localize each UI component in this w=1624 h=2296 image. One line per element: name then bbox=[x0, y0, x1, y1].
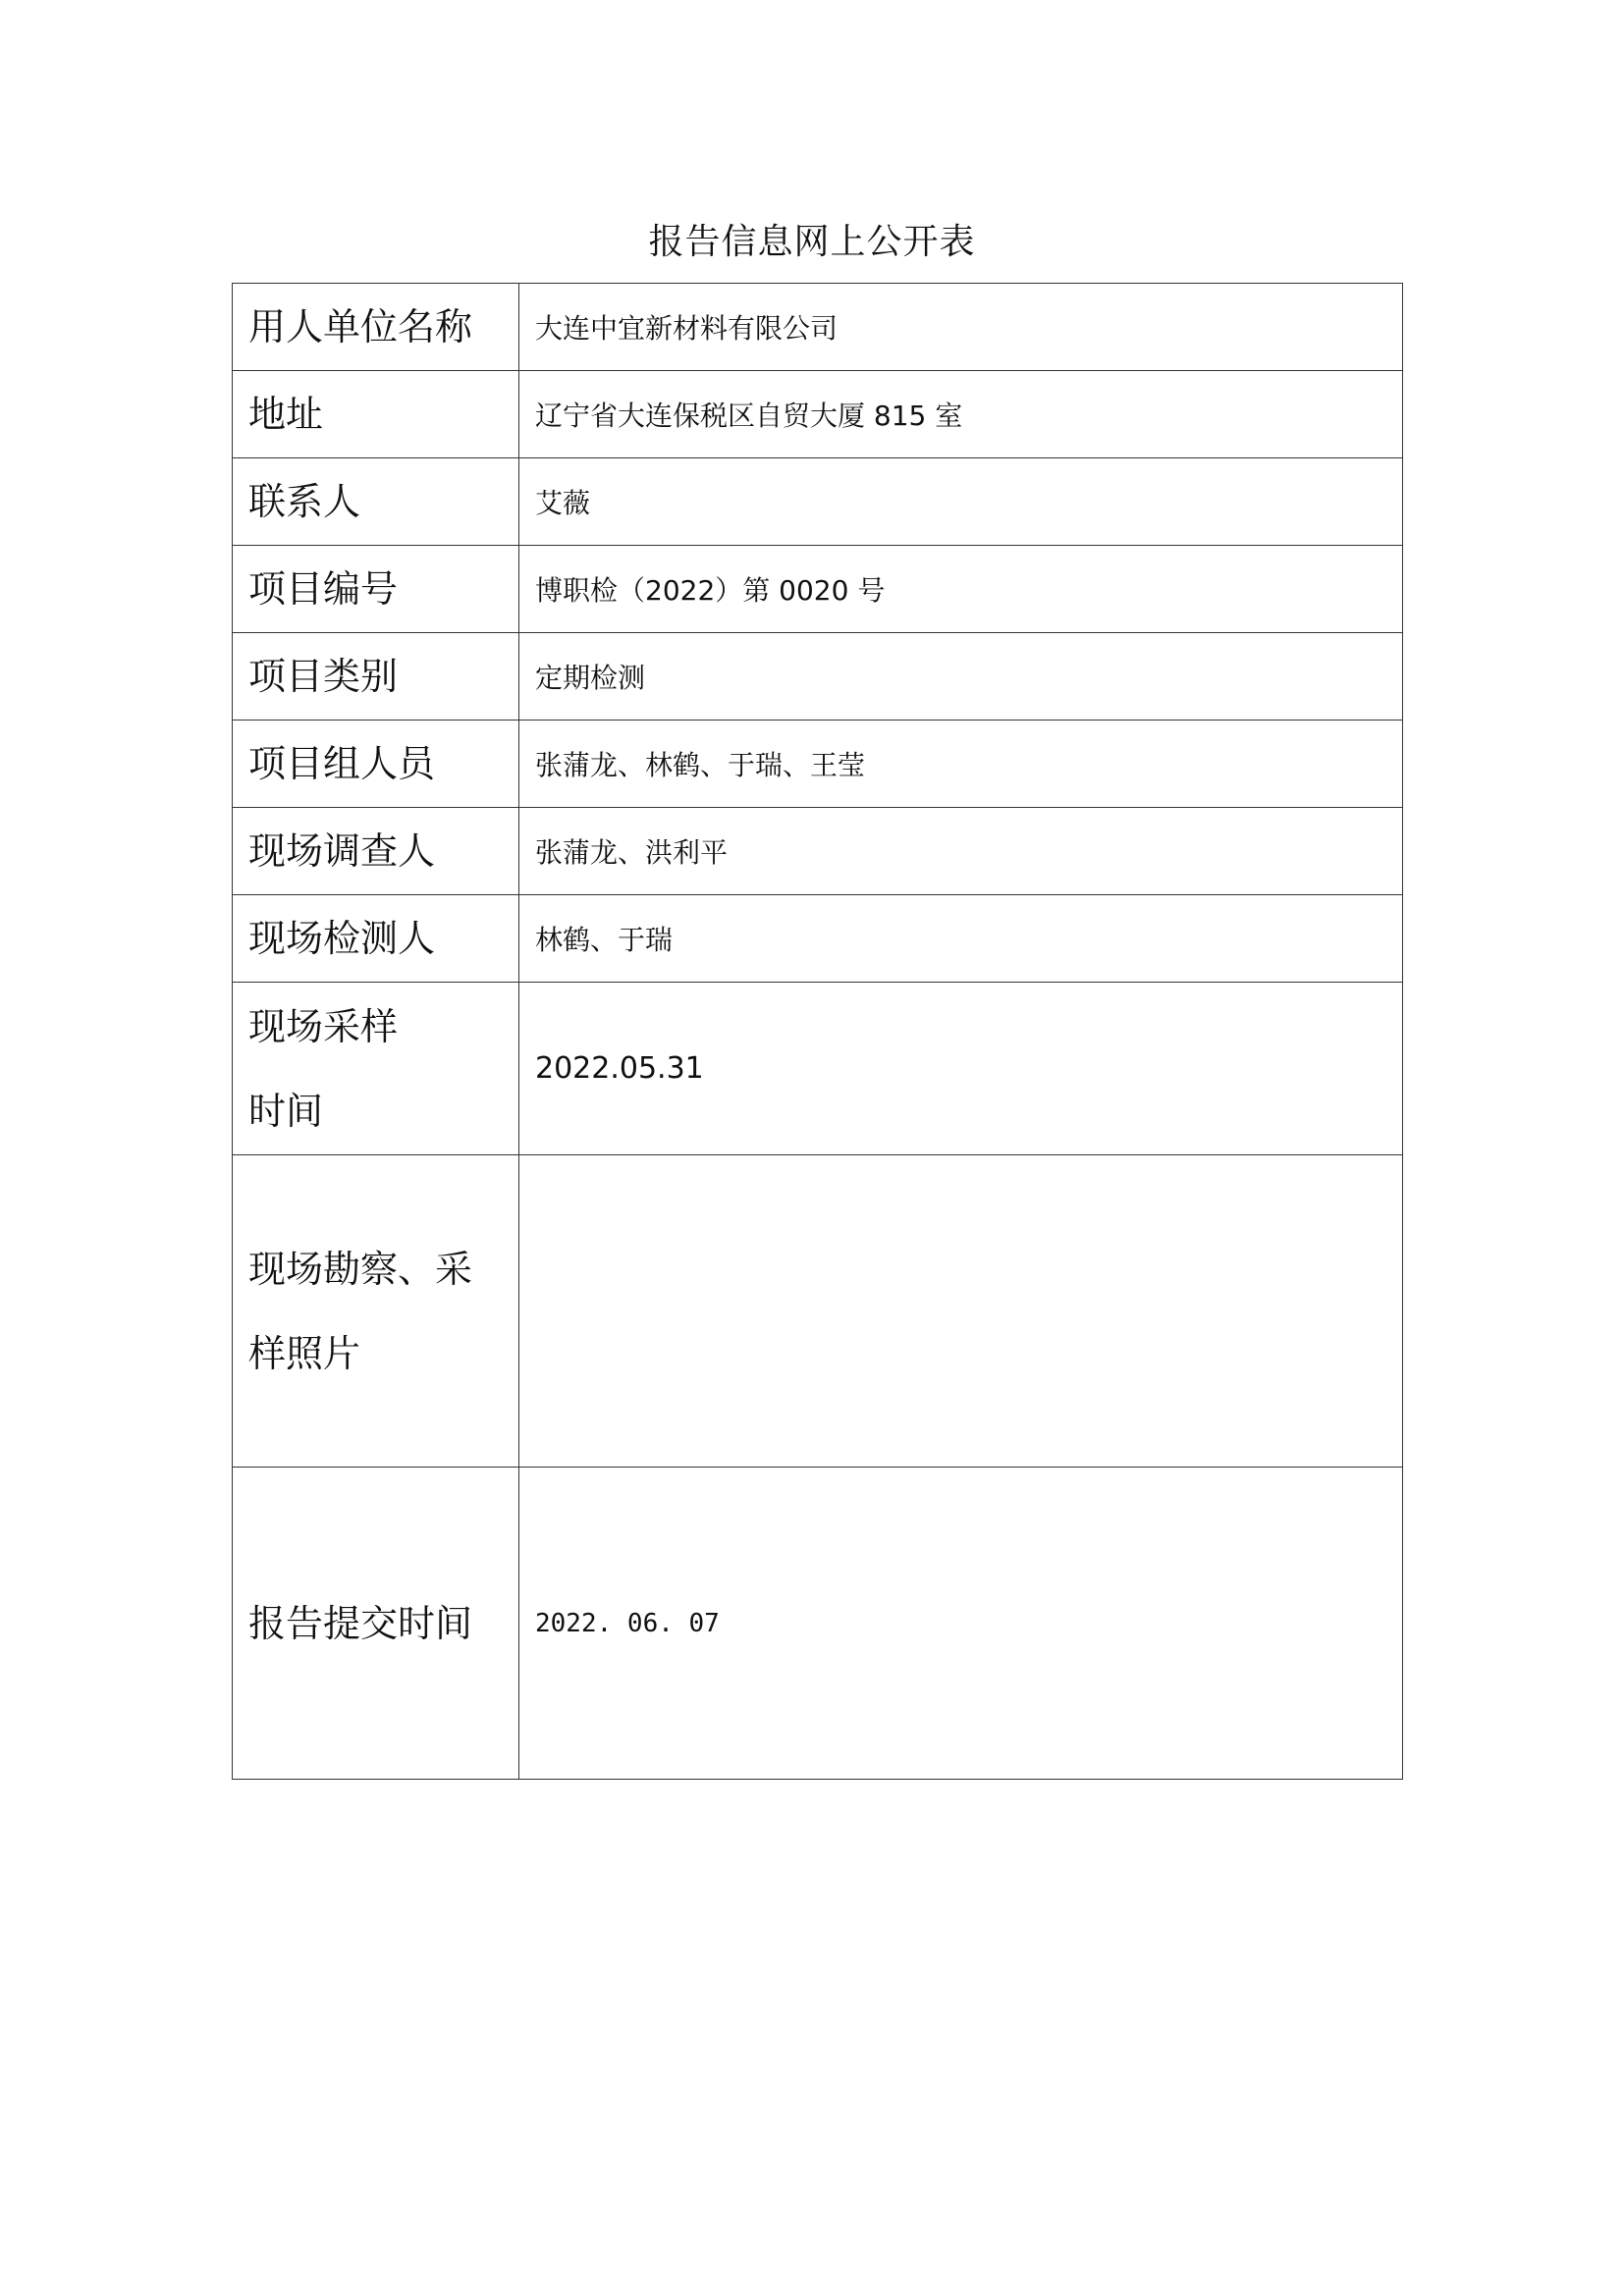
row-label-site-investigator: 现场调查人 bbox=[233, 808, 519, 895]
row-label-site-photos bbox=[233, 1155, 519, 1468]
row-label-employer: 用人单位名称 bbox=[233, 284, 519, 371]
document-title: 报告信息网上公开表 bbox=[648, 222, 976, 262]
row-label-sampling-time-line2: 时间 bbox=[248, 1089, 324, 1133]
row-label-sampling-time-line1: 现场采样 bbox=[248, 1004, 399, 1048]
row-label-report-submission-time: 报告提交时间 bbox=[233, 1468, 519, 1780]
table-row bbox=[233, 808, 1403, 895]
table-row bbox=[233, 371, 1403, 458]
row-label-project-category: 项目类别 bbox=[233, 633, 519, 721]
row-value-contact: 艾薇 bbox=[519, 458, 1403, 546]
row-label-sampling-time bbox=[233, 983, 519, 1155]
table-row bbox=[233, 284, 1403, 371]
row-value-report-submission-time: 2022. 06. 07 bbox=[519, 1468, 1403, 1780]
table-row bbox=[233, 1468, 1403, 1780]
row-label-project-number: 项目编号 bbox=[233, 546, 519, 633]
info-table bbox=[232, 283, 1403, 1780]
row-label-site-inspector: 现场检测人 bbox=[233, 895, 519, 983]
table-row bbox=[233, 1155, 1403, 1468]
row-label-address: 地址 bbox=[233, 371, 519, 458]
row-value-address: 辽宁省大连保税区自贸大厦 815 室 bbox=[519, 371, 1403, 458]
row-value-site-investigator: 张蒲龙、洪利平 bbox=[519, 808, 1403, 895]
table-row bbox=[233, 458, 1403, 546]
table-row bbox=[233, 546, 1403, 633]
row-value-employer: 大连中宜新材料有限公司 bbox=[519, 284, 1403, 371]
table-row bbox=[233, 895, 1403, 983]
row-value-team-members: 张蒲龙、林鹤、于瑞、王莹 bbox=[519, 721, 1403, 808]
table-row bbox=[233, 983, 1403, 1155]
table-row bbox=[233, 633, 1403, 721]
row-label-contact: 联系人 bbox=[233, 458, 519, 546]
row-value-sampling-time: 2022.05.31 bbox=[519, 983, 1403, 1155]
row-label-site-photos-line1: 现场勘察、采 bbox=[248, 1247, 473, 1291]
table-row bbox=[233, 721, 1403, 808]
row-label-site-photos-line2: 样照片 bbox=[248, 1331, 361, 1375]
row-label-team-members: 项目组人员 bbox=[233, 721, 519, 808]
row-value-site-inspector: 林鹤、于瑞 bbox=[519, 895, 1403, 983]
row-value-site-photos bbox=[519, 1155, 1403, 1468]
row-value-project-category: 定期检测 bbox=[519, 633, 1403, 721]
row-value-project-number: 博职检（2022）第 0020 号 bbox=[519, 546, 1403, 633]
